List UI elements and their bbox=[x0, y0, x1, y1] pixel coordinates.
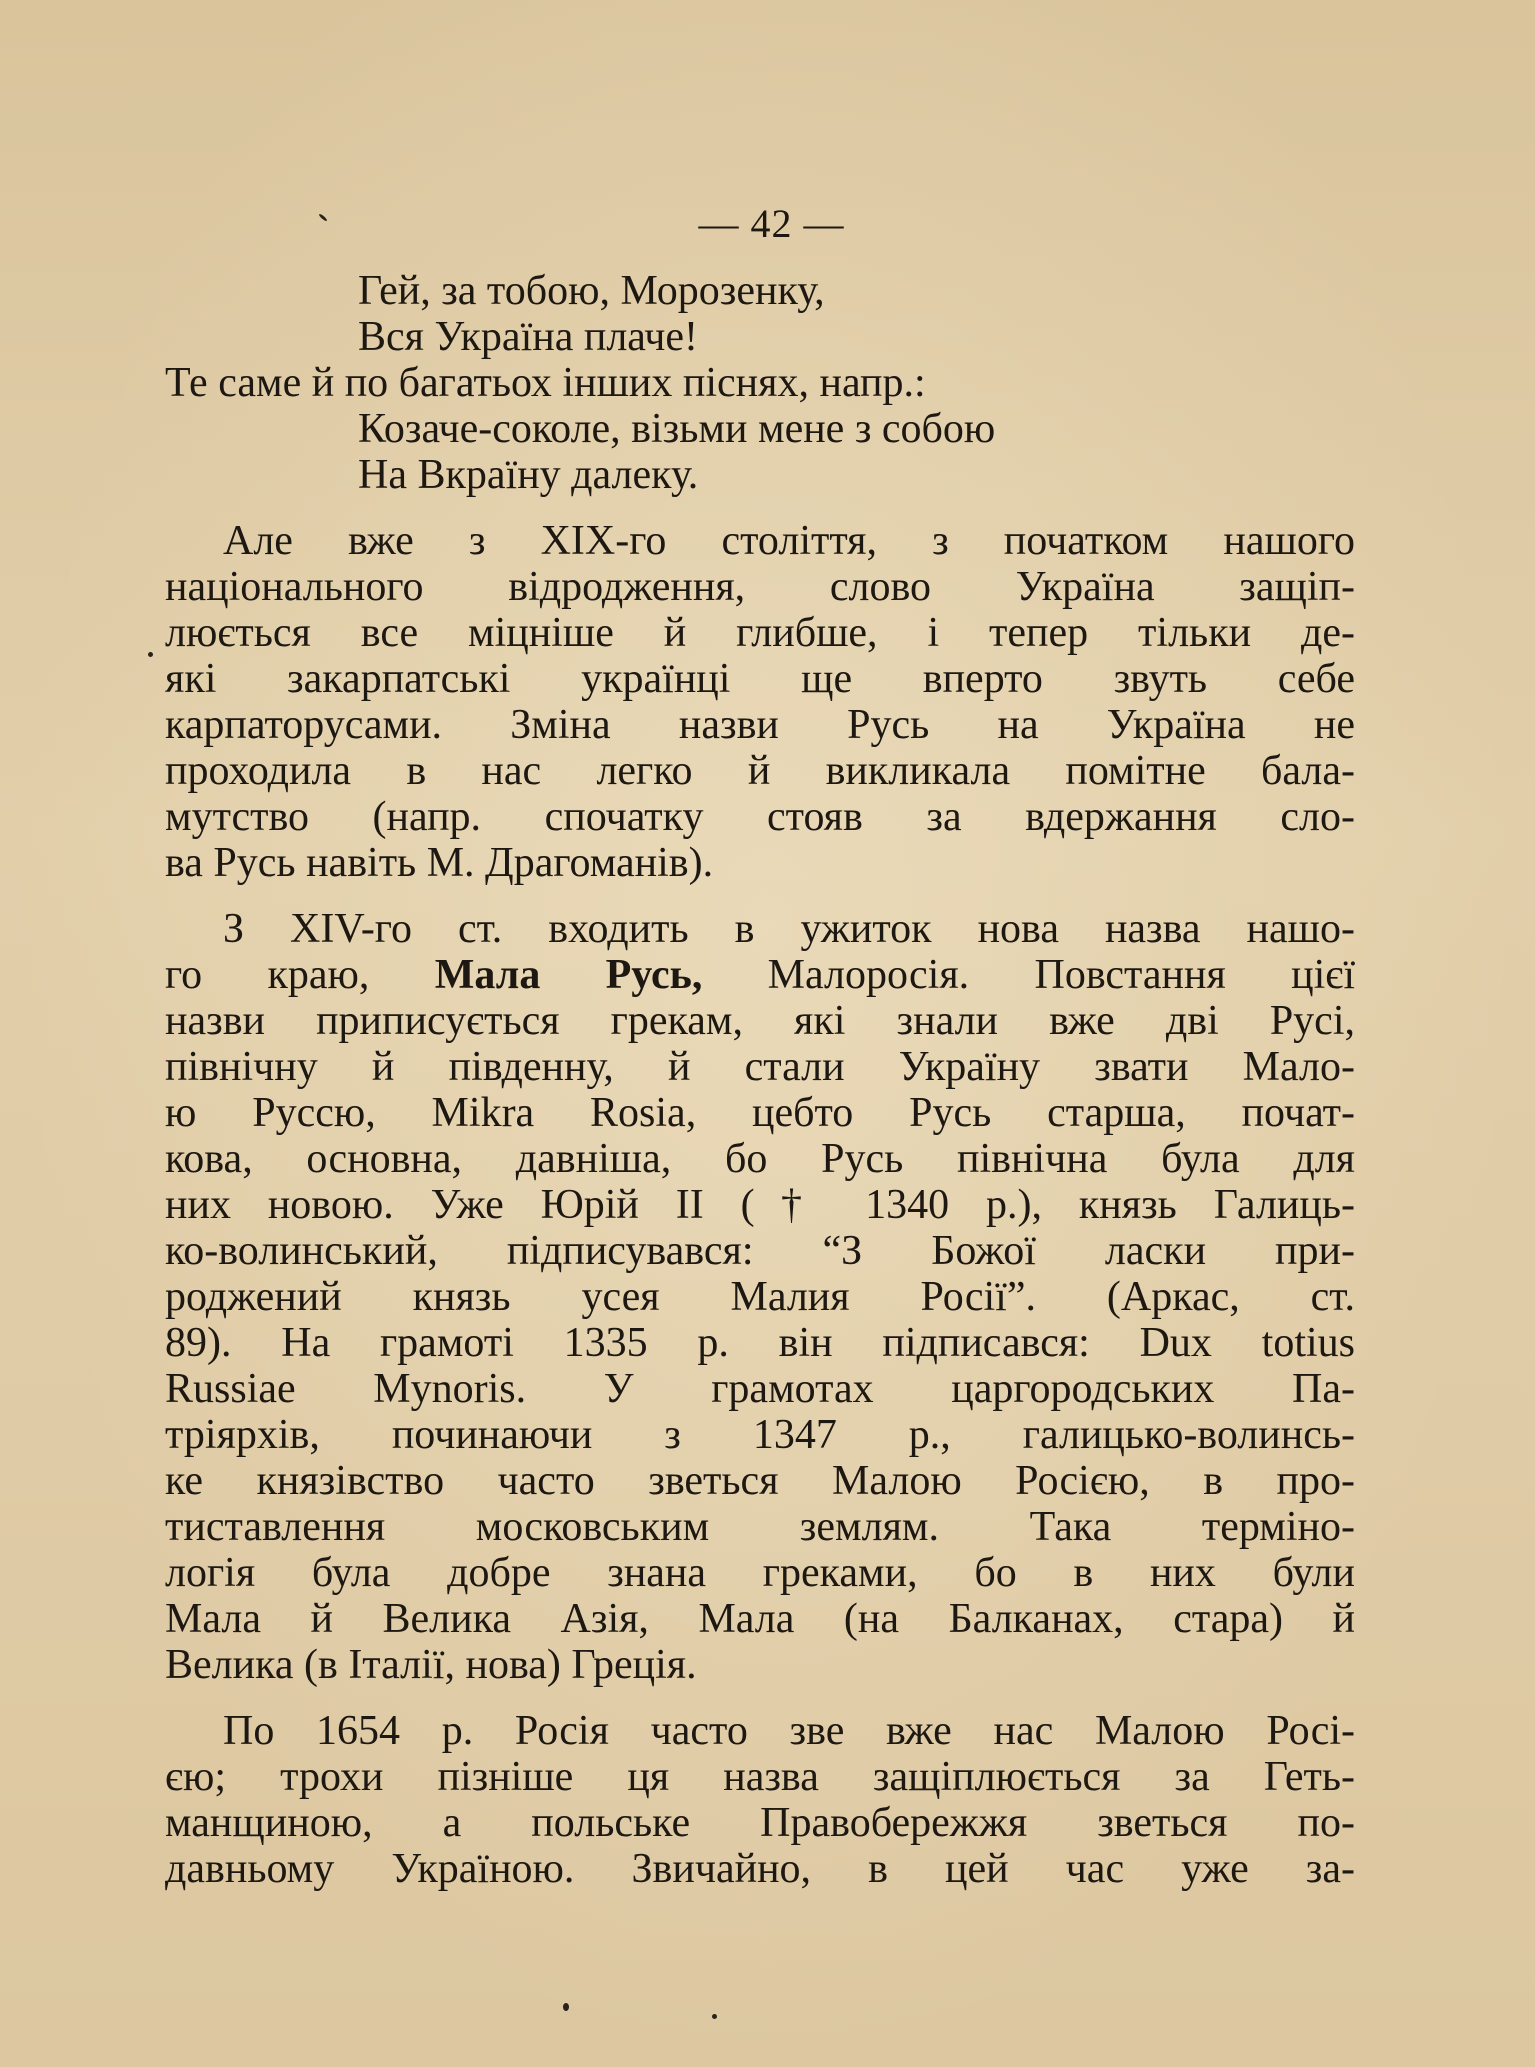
text-line: манщиною, а польське Правобережжя зветься по- bbox=[165, 1800, 1355, 1846]
text-line: З XIV-го ст. входить в ужиток нова назва нашо- bbox=[223, 906, 1355, 952]
text-line: роджений князь усея Малия Росії”. (Аркас, ст. bbox=[165, 1274, 1355, 1320]
ink-speck bbox=[563, 2003, 569, 2011]
text-line: єю; трохи пізніше ця назва защіплюється за Геть- bbox=[165, 1754, 1355, 1800]
text-line: По 1654 р. Росія часто зве вже нас Малою Росі- bbox=[223, 1708, 1355, 1754]
intro-line: Те саме й по багатьох інших піснях, напр.: bbox=[165, 360, 926, 406]
text-line: Мала й Велика Азія, Мала (на Балканах, стара) й bbox=[165, 1596, 1355, 1642]
text-line: мутство (напр. спочатку стояв за вдержання сло- bbox=[165, 794, 1355, 840]
text-line: ва Русь навіть М. Драгоманів). bbox=[165, 840, 714, 886]
verse-line: Козаче-соколе, візьми мене з собою bbox=[358, 406, 996, 452]
verse-line: Вся Україна плаче! bbox=[358, 314, 698, 360]
text-line: люється все міцніше й глибше, і тепер тільки де- bbox=[165, 610, 1355, 656]
verse-line: Гей, за тобою, Морозенку, bbox=[358, 268, 825, 314]
text-line: проходила в нас легко й викликала помітне бала- bbox=[165, 748, 1355, 794]
text-line: тиставлення московським землям. Така терміно- bbox=[165, 1504, 1355, 1550]
bold-term-mala-rus: Мала Русь, bbox=[434, 952, 703, 998]
paragraph-2 bbox=[165, 906, 1355, 1688]
text-line: назви приписується грекам, які знали вже дві Русі, bbox=[165, 998, 1355, 1044]
ink-speck bbox=[148, 652, 153, 657]
text-line: які закарпатські українці ще вперто звуть себе bbox=[165, 656, 1355, 702]
text-line: Але вже з XIX-го століття, з початком нашого bbox=[223, 518, 1355, 564]
paragraph-1 bbox=[165, 518, 1355, 886]
ink-speck bbox=[712, 2014, 717, 2019]
text-line: карпаторусами. Зміна назви Русь на Україна не bbox=[165, 702, 1355, 748]
text-line-with-bold bbox=[165, 952, 1355, 998]
page-text bbox=[165, 268, 1355, 1892]
text-line: ке князівство часто зветься Малою Росією, в про- bbox=[165, 1458, 1355, 1504]
text-line: логія була добре знана греками, бо в них були bbox=[165, 1550, 1355, 1596]
text-line: тріярхів, починаючи з 1347 р., галицько-волинсь- bbox=[165, 1412, 1355, 1458]
text-line: давньому Україною. Звичайно, в цей час уже за- bbox=[165, 1846, 1355, 1892]
text-line: них новою. Уже Юрій II († 1340 р.), князь Галиць- bbox=[165, 1182, 1355, 1228]
text-line: національного відродження, слово Україна защіп- bbox=[165, 564, 1355, 610]
text-segment: Малоросія. Повстання цієї bbox=[702, 952, 1355, 998]
text-line: ко-волинський, підписувався: “З Божої ласки при- bbox=[165, 1228, 1355, 1274]
text-line: кова, основна, давніша, бо Русь північна була для bbox=[165, 1136, 1355, 1182]
verse-line: На Вкраїну далеку. bbox=[358, 452, 699, 498]
page-number: — 42 — bbox=[698, 201, 845, 246]
text-line: північну й південну, й стали Україну звати Мало- bbox=[165, 1044, 1355, 1090]
text-line: Велика (в Італії, нова) Греція. bbox=[165, 1642, 697, 1688]
text-line: Russiae Mynoris. У грамотах царгородських Па- bbox=[165, 1366, 1355, 1412]
text-segment: го краю, bbox=[165, 952, 435, 998]
text-line: ю Руссю, Mikra Rosia, цебто Русь старша, почат- bbox=[165, 1090, 1355, 1136]
text-line: 89). На грамоті 1335 р. він підписався: Dux totius bbox=[165, 1320, 1355, 1366]
paragraph-3 bbox=[165, 1708, 1355, 1892]
